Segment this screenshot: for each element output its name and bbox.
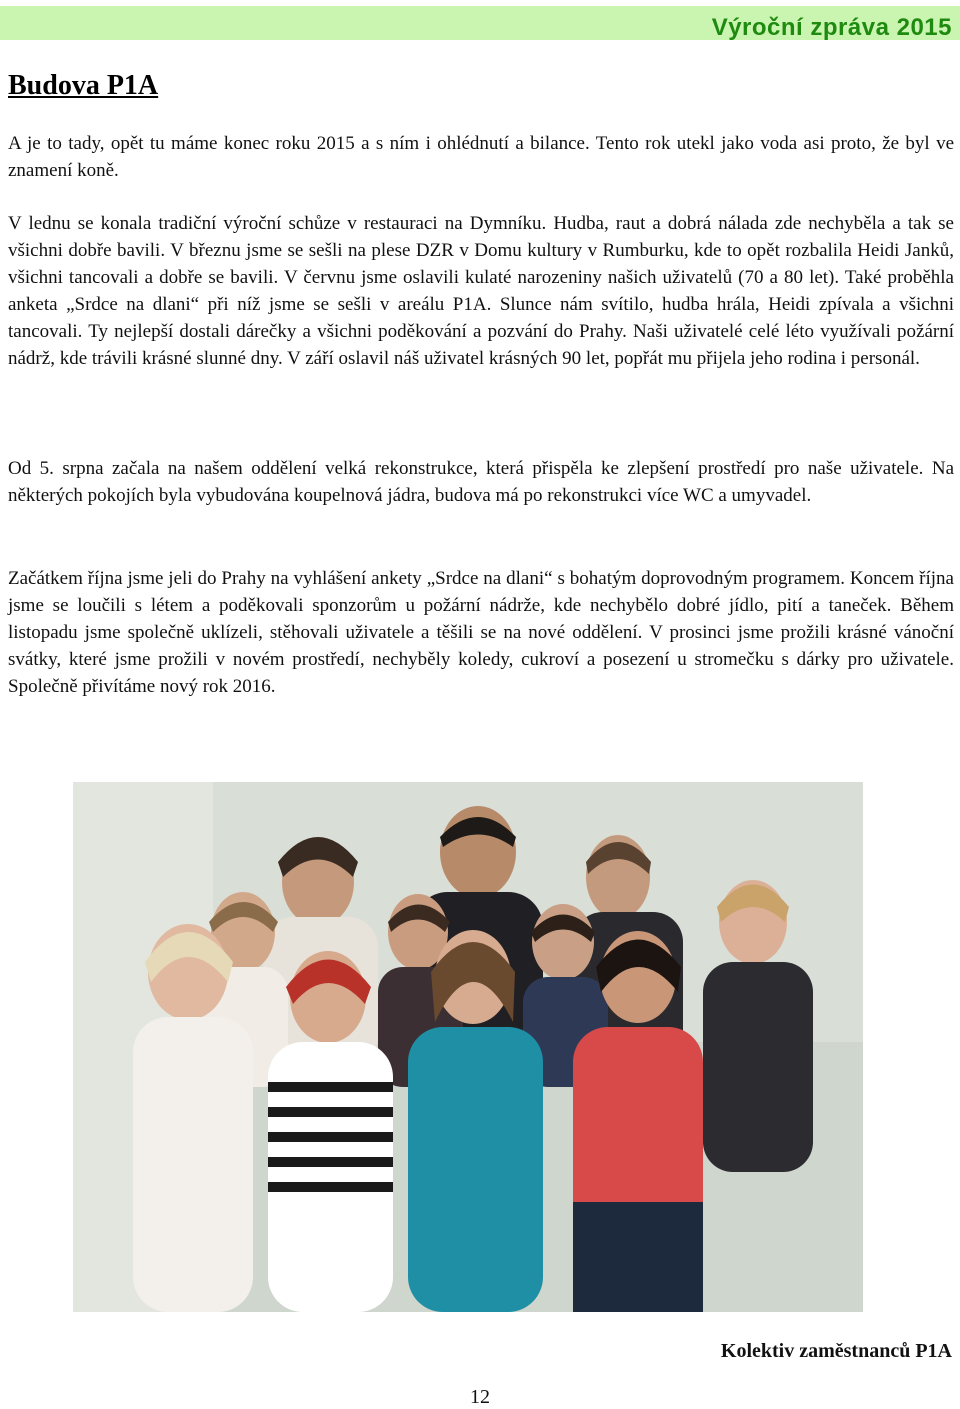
report-title: Výroční zpráva 2015 — [711, 14, 952, 41]
paragraph-intro: A je to tady, opět tu máme konec roku 2015 a s ním i ohlédnutí a bilance. Tento rok utekl jako voda asi proto, že byl ve znamení koně. — [8, 133, 954, 181]
paragraph-events: V lednu se konala tradiční výroční schůze v restauraci na Dymníku. Hudba, raut a dobrá nálada zde nechyběla a tak se všichni dobře bavili. V březnu jsme se sešli na plese DZR v Domu kultury v Rumburku, kde to opět rozbalila Heidi Janků, všichni tancovali a dobře se bavili. V červnu jsme oslavili kulaté narozeniny našich uživatelů (70 a 80 let). Také proběhla anketa „Srdce na dlani“ při níž jsme se sešli v areálu P1A. Slunce nám svítilo, hudba hrála, Heidi zpívala a všichni tancovali. Ty nejlepší dostali dárečky a všichni poděkování a pozvání do Prahy. Naši uživatelé celé léto využívali požární nádrž, kde trávili krásné slunné dny. V září oslavil náš uživatel krásných 90 let, popřát mu přijela jeho rodina i personál. — [8, 213, 954, 369]
staff-group-photo — [73, 782, 863, 1312]
header-bar — [0, 6, 960, 40]
section-title: Budova P1A — [8, 70, 159, 101]
page-number: 12 — [470, 1386, 490, 1408]
paragraph-reconstruction: Od 5. srpna začala na našem oddělení velká rekonstrukce, která přispěla ke zlepšení prostředí pro naše uživatele. Na některých pokojích byla vybudována koupelnová jádra, budova má po rekonstrukci více WC a umyvadel. — [8, 458, 954, 506]
paragraph-autumn: Začátkem října jsme jeli do Prahy na vyhlášení ankety „Srdce na dlani“ s bohatým doprovodným programem. Koncem října jsme se loučili s létem a poděkovali sponzorům u požární nádrže, kde nechybělo dobré jídlo, pití a taneček. Během listopadu jsme společně uklízeli, stěhovali uživatele a těšili se na nové oddělení. V prosinci jsme prožili krásné vánoční svátky, které jsme prožili v novém prostředí, nechyběly koledy, cukroví a posezení u stromečku s dárky pro uživatele. Společně přivítáme nový rok 2016. — [8, 568, 954, 697]
photo-caption: Kolektiv zaměstnanců P1A — [720, 1340, 952, 1362]
group-photo-illustration — [73, 782, 863, 1312]
